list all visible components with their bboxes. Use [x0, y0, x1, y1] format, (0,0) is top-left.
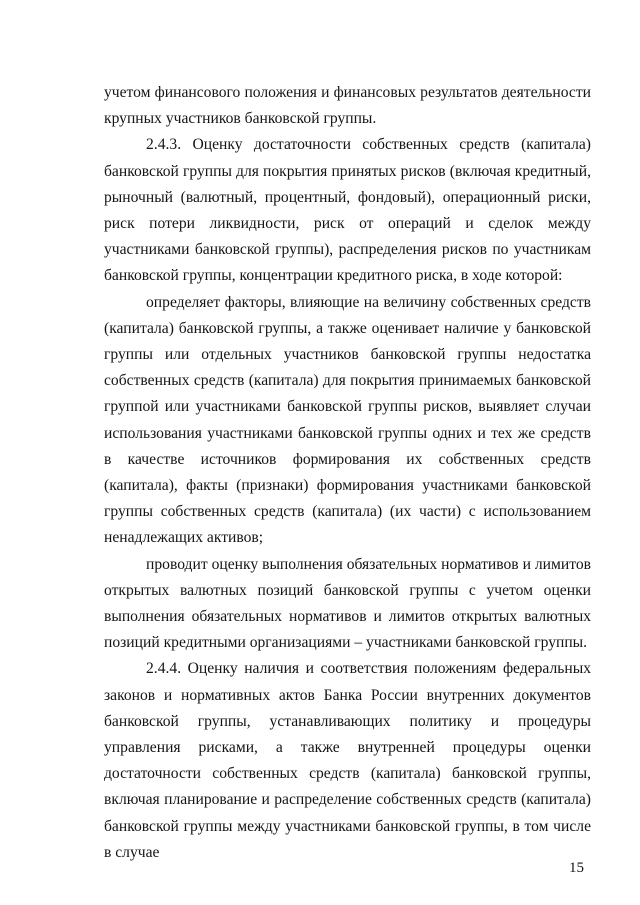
paragraph-factors: определяет факторы, влияющие на величину собственных средств (капитала) банковской группы, а также оценивает наличие у банковской группы или отдельных участников банковской группы недостатка собственных средств (капитала) для покрытия принимаемых банковской группой или участниками банковской группы рисков, выявляет случаи использования участниками банковской группы одних и тех же средств в качестве источников формирования их собственных средств (капитала), факты (признаки) формирования участниками банковской группы собственных средств (капитала) (их части) с использованием ненадлежащих активов;: [104, 293, 591, 547]
page-number: 15: [569, 860, 584, 876]
paragraph-2-4-4: 2.4.4. Оценку наличия и соответствия положениям федеральных законов и нормативных актов Банка России внутренних документов банковской группы, устанавливающих политику и процедуры управления рисками, а также внутренней процедуры оценки достаточности собственных средств (капитала) банковской группы, включая планирование и распределение собственных средств (капитала) банковской группы между участниками банковской группы, в том числе в случае: [104, 660, 591, 861]
paragraph-norms: проводит оценку выполнения обязательных нормативов и лимитов открытых валютных позиций банковской группы с учетом оценки выполнения обязательных нормативов и лимитов открытых валютных позиций кредитными организациями – участниками банковской группы.: [104, 555, 591, 652]
paragraph-continuation: учетом финансового положения и финансовых результатов деятельности крупных участников банковской группы.: [104, 84, 591, 128]
body-text: [104, 80, 591, 866]
paragraph-2-4-3: 2.4.3. Оценку достаточности собственных средств (капитала) банковской группы для покрытия принятых рисков (включая кредитный, рыночный (валютный, процентный, фондовый), операционный риски, риск потери ликвидности, риск от операций и сделок между участниками банковской группы), распределения рисков по участникам банковской группы, концентрации кредитного риска, в ходе которой:: [104, 136, 591, 285]
